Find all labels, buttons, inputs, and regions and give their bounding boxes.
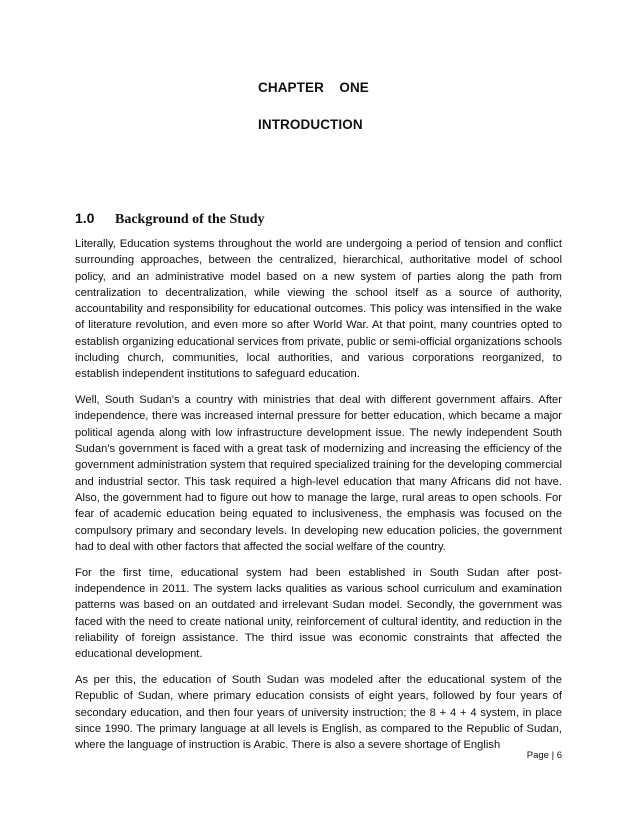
paragraph-2: Well, South Sudan’s a country with ministries that deal with different government affairs. After independence, there was increased internal pressure for better education, which became a major political agenda along with low infrastructure development issue. The newly independent South Sudan's government is faced with a great task of modernizing and increasing the efficiency of the government administration system that required specialized training for the developing commercial and industrial sector. This task required a high-level education that many Africans did not have. Also, the government had to figure out how to manage the large, rural areas to open schools. For fear of academic education being equated to inclusiveness, the emphasis was focused on the compulsory primary and secondary levels. In developing new education policies, the government had to deal with other factors that affected the social welfare of the country. [75, 394, 562, 553]
chapter-title: INTRODUCTION [258, 117, 363, 132]
section-title: Background of the Study [115, 212, 265, 227]
paragraph-4: As per this, the education of South Sudan was modeled after the educational system of the Republic of Sudan, where primary education consists of eight years, followed by four years of secondary education, and then four years of university instruction; the 8 + 4 + 4 system, in place since 1990. The primary language at all levels is English, as compared to the Republic of Sudan, where the language of instruction is Arabic. There is also a severe shortage of English [75, 673, 562, 752]
section-number: 1.0 [75, 210, 95, 226]
section-heading [75, 210, 265, 228]
page-number-footer: Page | 6 [526, 750, 562, 761]
body-text [75, 236, 562, 763]
paragraph-1: Literally, Education systems throughout the world are undergoing a period of tension and conflict surrounding approaches, between the centralized, hierarchical, authoritative model of school policy, and an administrative model based on a new system of parties along the path from centralization to decentralization, while viewing the school itself as a source of authority, accountability and responsibility for educational outcomes. This policy was intensified in the wake of literature revolution, and even more so after World War. At that point, many countries opted to establish organizing educational services from private, public or semi-official organizations schools including church, communities, local authorities, and various corporations reorganized, to establish independent institutions to safeguard education. [75, 238, 562, 381]
paragraph-3: For the first time, educational system had been established in South Sudan after post-independence in 2011. The system lacks qualities as various school curriculum and examination patterns was based on an outdated and irrelevant Sudan model. Secondly, the government was faced with the need to create national unity, reinforcement of cultural identity, and reduction in the reliability of foreign assistance. The third issue was economic constraints that affected the educational development. [75, 566, 562, 661]
chapter-label: CHAPTER ONE [258, 80, 369, 95]
